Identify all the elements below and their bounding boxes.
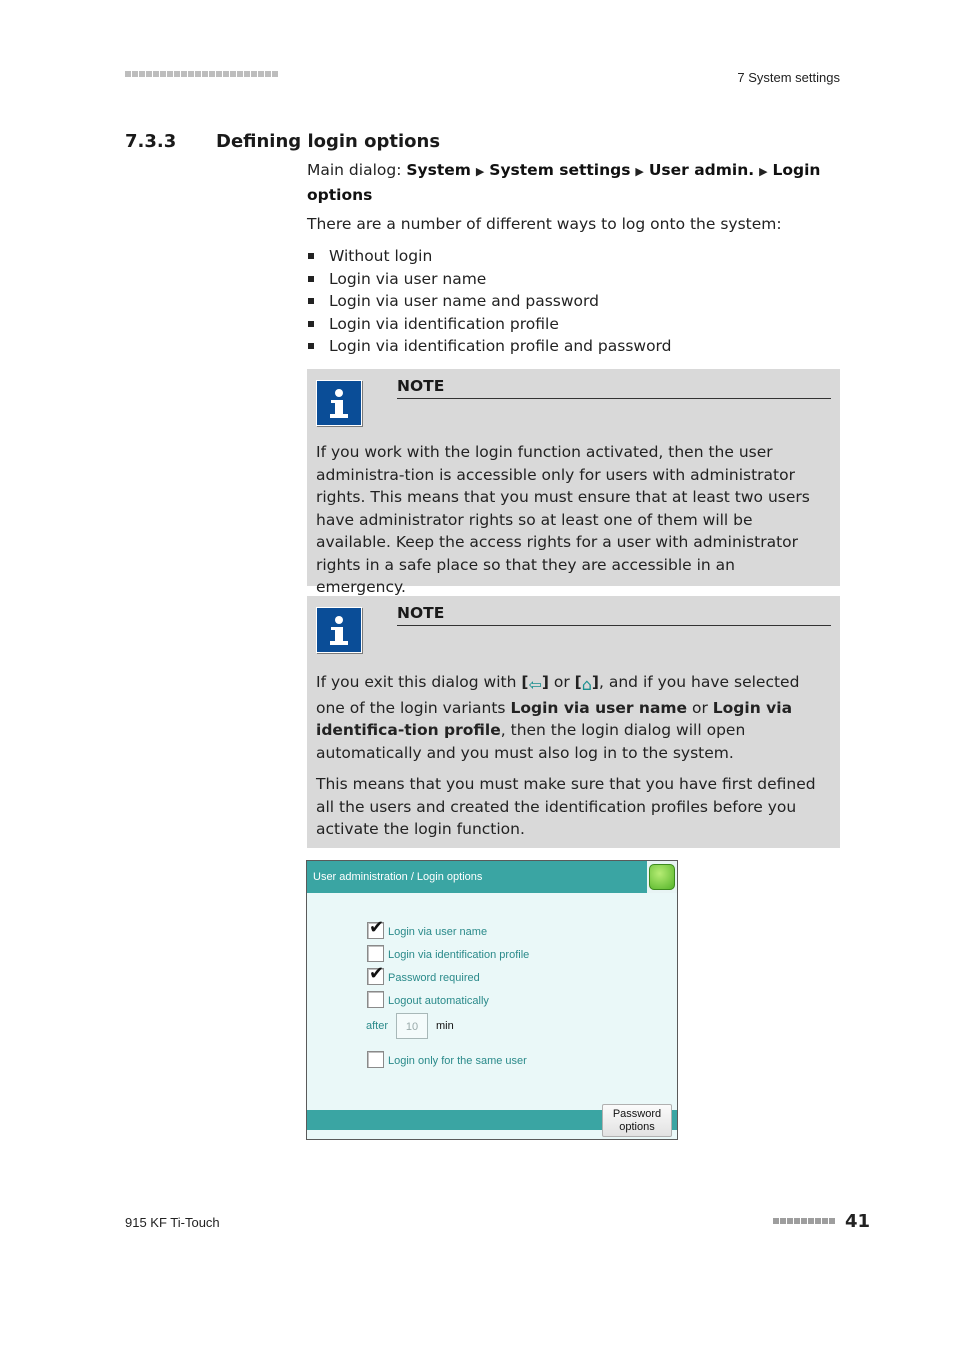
checkbox-login-user-name[interactable] bbox=[367, 917, 487, 939]
decoration-square bbox=[801, 1218, 807, 1224]
nav-step-login-options: Login options bbox=[307, 161, 821, 204]
logout-timeout-row bbox=[366, 1013, 454, 1039]
checkbox[interactable] bbox=[367, 1051, 384, 1068]
screen-title: User administration / Login options bbox=[307, 861, 653, 893]
intro-paragraph: There are a number of different ways to log onto the system: bbox=[307, 215, 782, 233]
checkbox-label: Password required bbox=[388, 972, 480, 984]
decoration-square bbox=[237, 71, 243, 77]
text-run: , then the login dialog will open automatically and you must also log in to the system. bbox=[316, 721, 746, 762]
button-label-line: options bbox=[619, 1121, 655, 1133]
note-title: NOTE bbox=[397, 604, 831, 626]
decoration-square bbox=[146, 71, 152, 77]
home-icon: ⌂ bbox=[581, 675, 592, 694]
note-title: NOTE bbox=[397, 377, 831, 399]
decoration-square bbox=[125, 71, 131, 77]
decoration-square bbox=[244, 71, 250, 77]
back-arrow-icon: ⇦ bbox=[528, 675, 542, 694]
checkbox-password-required[interactable] bbox=[367, 963, 480, 985]
checkbox[interactable] bbox=[367, 963, 385, 985]
navigation-path bbox=[307, 159, 837, 206]
decoration-square bbox=[132, 71, 138, 77]
status-led-icon[interactable] bbox=[649, 864, 675, 890]
nav-separator: ▶ bbox=[475, 165, 485, 178]
status-led-container bbox=[647, 861, 677, 893]
section-number: 7.3.3 bbox=[125, 131, 177, 152]
text-run: or bbox=[687, 698, 713, 717]
checkbox-label: Login only for the same user bbox=[388, 1055, 527, 1067]
decoration-square bbox=[209, 71, 215, 77]
checkbox[interactable] bbox=[367, 917, 385, 939]
decoration-square bbox=[794, 1218, 800, 1224]
minutes-unit: min bbox=[436, 1020, 454, 1032]
key-bracket: ] bbox=[541, 673, 549, 691]
nav-step-user-admin: User admin. bbox=[648, 161, 755, 179]
decoration-square bbox=[202, 71, 208, 77]
decoration-square bbox=[167, 71, 173, 77]
list-item: Login via user name bbox=[307, 268, 837, 291]
decoration-square bbox=[829, 1218, 835, 1224]
bold-term: Login via identifica-tion profile bbox=[316, 698, 793, 739]
header-decoration bbox=[125, 71, 278, 77]
section-title: Defining login options bbox=[216, 131, 441, 152]
decoration-square bbox=[773, 1218, 779, 1224]
checkbox-label: Login via user name bbox=[388, 926, 488, 938]
list-item: Login via user name and password bbox=[307, 290, 837, 313]
login-options-screen bbox=[306, 860, 678, 1140]
key-bracket: ] bbox=[591, 673, 599, 691]
nav-separator: ▶ bbox=[759, 165, 768, 178]
list-item: Without login bbox=[307, 245, 837, 268]
key-bracket: [ bbox=[521, 673, 529, 691]
decoration-square bbox=[258, 71, 264, 77]
product-name: 915 KF Ti-Touch bbox=[125, 1215, 220, 1230]
footer-decoration bbox=[773, 1218, 835, 1224]
checkbox-label: Logout automatically bbox=[388, 995, 489, 1007]
checkbox-same-user[interactable] bbox=[367, 1046, 527, 1068]
button-label-line: Password bbox=[612, 1108, 662, 1120]
decoration-square bbox=[188, 71, 194, 77]
chapter-header: 7 System settings bbox=[737, 70, 840, 85]
decoration-square bbox=[153, 71, 159, 77]
after-label: after bbox=[366, 1020, 389, 1032]
decoration-square bbox=[822, 1218, 828, 1224]
note-paragraph: If you work with the login function activated, then the user administra-tion is accessible only for users with administrator rights. This means that you must ensure that at least two users have administrator rights so at least one of them will be available. Keep the access rights for a user with administrator rights in a safe place so that they are accessible in an emergency. bbox=[316, 443, 810, 596]
decoration-square bbox=[272, 71, 278, 77]
nav-prefix: Main dialog: bbox=[307, 161, 407, 179]
decoration-square bbox=[780, 1218, 786, 1224]
decoration-square bbox=[160, 71, 166, 77]
nav-step-system: System bbox=[406, 161, 471, 179]
note-box-1 bbox=[307, 369, 840, 596]
bold-term: Login via user name bbox=[510, 698, 688, 717]
decoration-square bbox=[230, 71, 236, 77]
decoration-square bbox=[251, 71, 257, 77]
list-item: Login via identification profile bbox=[307, 313, 837, 336]
checkbox-login-identification-profile[interactable] bbox=[367, 940, 529, 962]
info-icon bbox=[316, 380, 362, 426]
decoration-square bbox=[265, 71, 271, 77]
note-paragraph bbox=[316, 671, 828, 764]
checkbox[interactable] bbox=[367, 991, 384, 1008]
info-icon bbox=[316, 607, 362, 653]
decoration-square bbox=[174, 71, 180, 77]
decoration-square bbox=[181, 71, 187, 77]
text-run: , and if you have selected one of the login variants bbox=[316, 673, 800, 717]
text-run: If you exit this dialog with bbox=[316, 673, 522, 691]
list-item: Login via identification profile and password bbox=[307, 335, 837, 358]
page-number: 41 bbox=[845, 1211, 871, 1232]
note-text bbox=[316, 671, 828, 850]
nav-separator: ▶ bbox=[635, 165, 644, 178]
decoration-square bbox=[808, 1218, 814, 1224]
decoration-square bbox=[815, 1218, 821, 1224]
decoration-square bbox=[787, 1218, 793, 1224]
check-icon: ✔ bbox=[369, 917, 385, 938]
note-box-2 bbox=[307, 596, 840, 848]
decoration-square bbox=[223, 71, 229, 77]
checkbox-logout-automatically[interactable] bbox=[367, 986, 489, 1008]
decoration-square bbox=[195, 71, 201, 77]
note-text bbox=[316, 441, 828, 608]
nav-step-system-settings: System settings bbox=[489, 161, 631, 179]
key-bracket: [ bbox=[574, 673, 582, 691]
login-methods-list bbox=[307, 245, 837, 358]
decoration-square bbox=[216, 71, 222, 77]
decoration-square bbox=[139, 71, 145, 77]
checkbox[interactable] bbox=[367, 945, 384, 962]
text-run: or bbox=[548, 673, 575, 691]
note-paragraph: This means that you must make sure that you have first defined all the users and created the identification profiles before you activate the login function. bbox=[316, 775, 816, 838]
checkbox-label: Login via identification profile bbox=[388, 949, 530, 961]
logout-minutes-input[interactable]: 10 bbox=[396, 1013, 428, 1039]
password-options-button[interactable] bbox=[602, 1104, 672, 1137]
check-icon: ✔ bbox=[369, 963, 385, 984]
